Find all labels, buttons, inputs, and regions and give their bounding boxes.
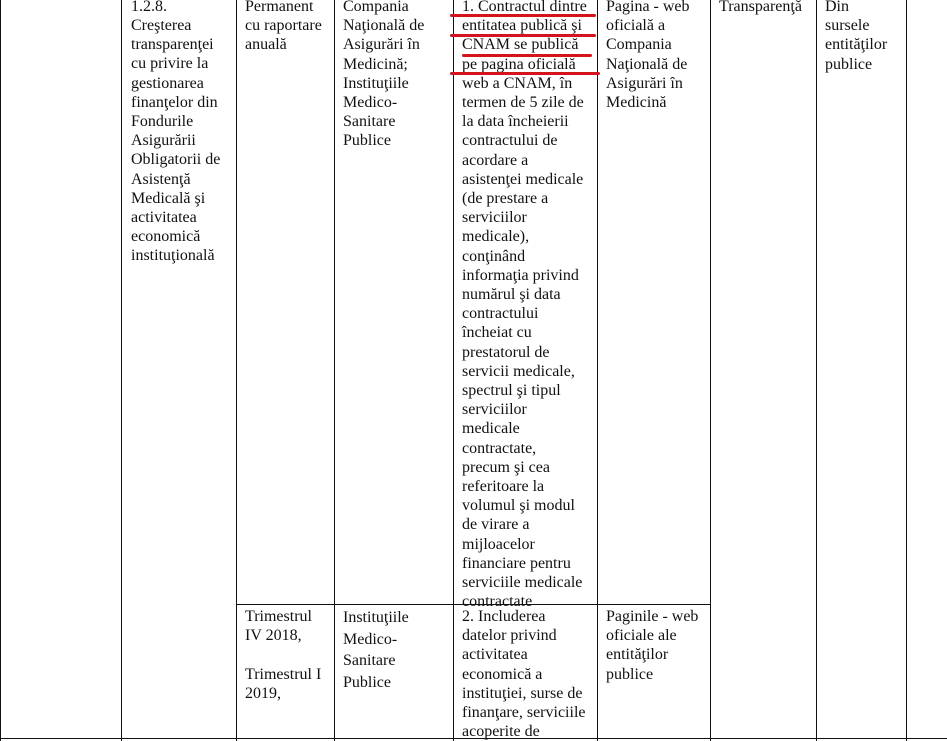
column-divider: [236, 0, 237, 741]
column-divider: [121, 0, 122, 741]
verification-cell-2: Paginile - web oficiale ale entităţilor publice: [606, 608, 699, 683]
indicator-cell: 1. Contractul dintre entitatea publică şi CNAM se publică pe pagina oficială web a CNAM, în termen de 5 zile de la data încheierii contractului de acordare a asistenţei medicale (de prestare a serviciilor medicale), conţinând informaţia privind numărul şi data contractului încheiat cu prestatorul de servicii medicale, spectrul şi tipul serviciilor medicale contractate, precum şi cea referitoare la volumul şi modul de virare a mijloacelor financiare pentru serviciile medicale contractate: [462, 0, 587, 611]
column-divider: [816, 0, 817, 741]
highlight-underline: [462, 54, 592, 57]
risk-cell: Transparenţă: [719, 0, 802, 15]
highlight-underline: [450, 14, 596, 17]
funding-cell: Din sursele entităţilor publice: [825, 0, 888, 73]
term-cell-q4: Trimestrul IV 2018,: [245, 608, 312, 645]
highlight-underline: [450, 72, 600, 75]
column-divider: [597, 0, 598, 741]
column-divider: [906, 0, 907, 741]
column-divider: [334, 0, 335, 741]
responsible-cell: Compania Naţională de Asigurări în Medicină; Instituţiile Medico- Sanitare Publice: [343, 0, 425, 150]
column-divider: [453, 0, 454, 741]
table-border-left: [0, 0, 1, 741]
term-cell: Permanent cu raportare anuală: [245, 0, 322, 54]
action-description: Creşterea transparenţei cu privire la gestionarea finanţelor din Fondurile Asigurării Obligatorii de Asistenţă Medicală şi activitatea economică instituţională: [131, 17, 221, 265]
term-cell-q1: Trimestrul I 2019,: [245, 666, 322, 703]
indicator-cell-2: 2. Includerea datelor privind activitatea economică a instituţiei, surse de finanţare, serviciile acoperite de: [462, 608, 586, 741]
responsible-cell-2: Instituţiile Medico- Sanitare Publice: [343, 609, 409, 691]
verification-cell: Pagina - web oficială a Compania Naţională de Asigurări în Medicină: [606, 0, 690, 112]
column-divider: [710, 0, 711, 741]
action-number: 1.2.8.: [131, 0, 167, 15]
highlight-underline: [450, 34, 596, 37]
